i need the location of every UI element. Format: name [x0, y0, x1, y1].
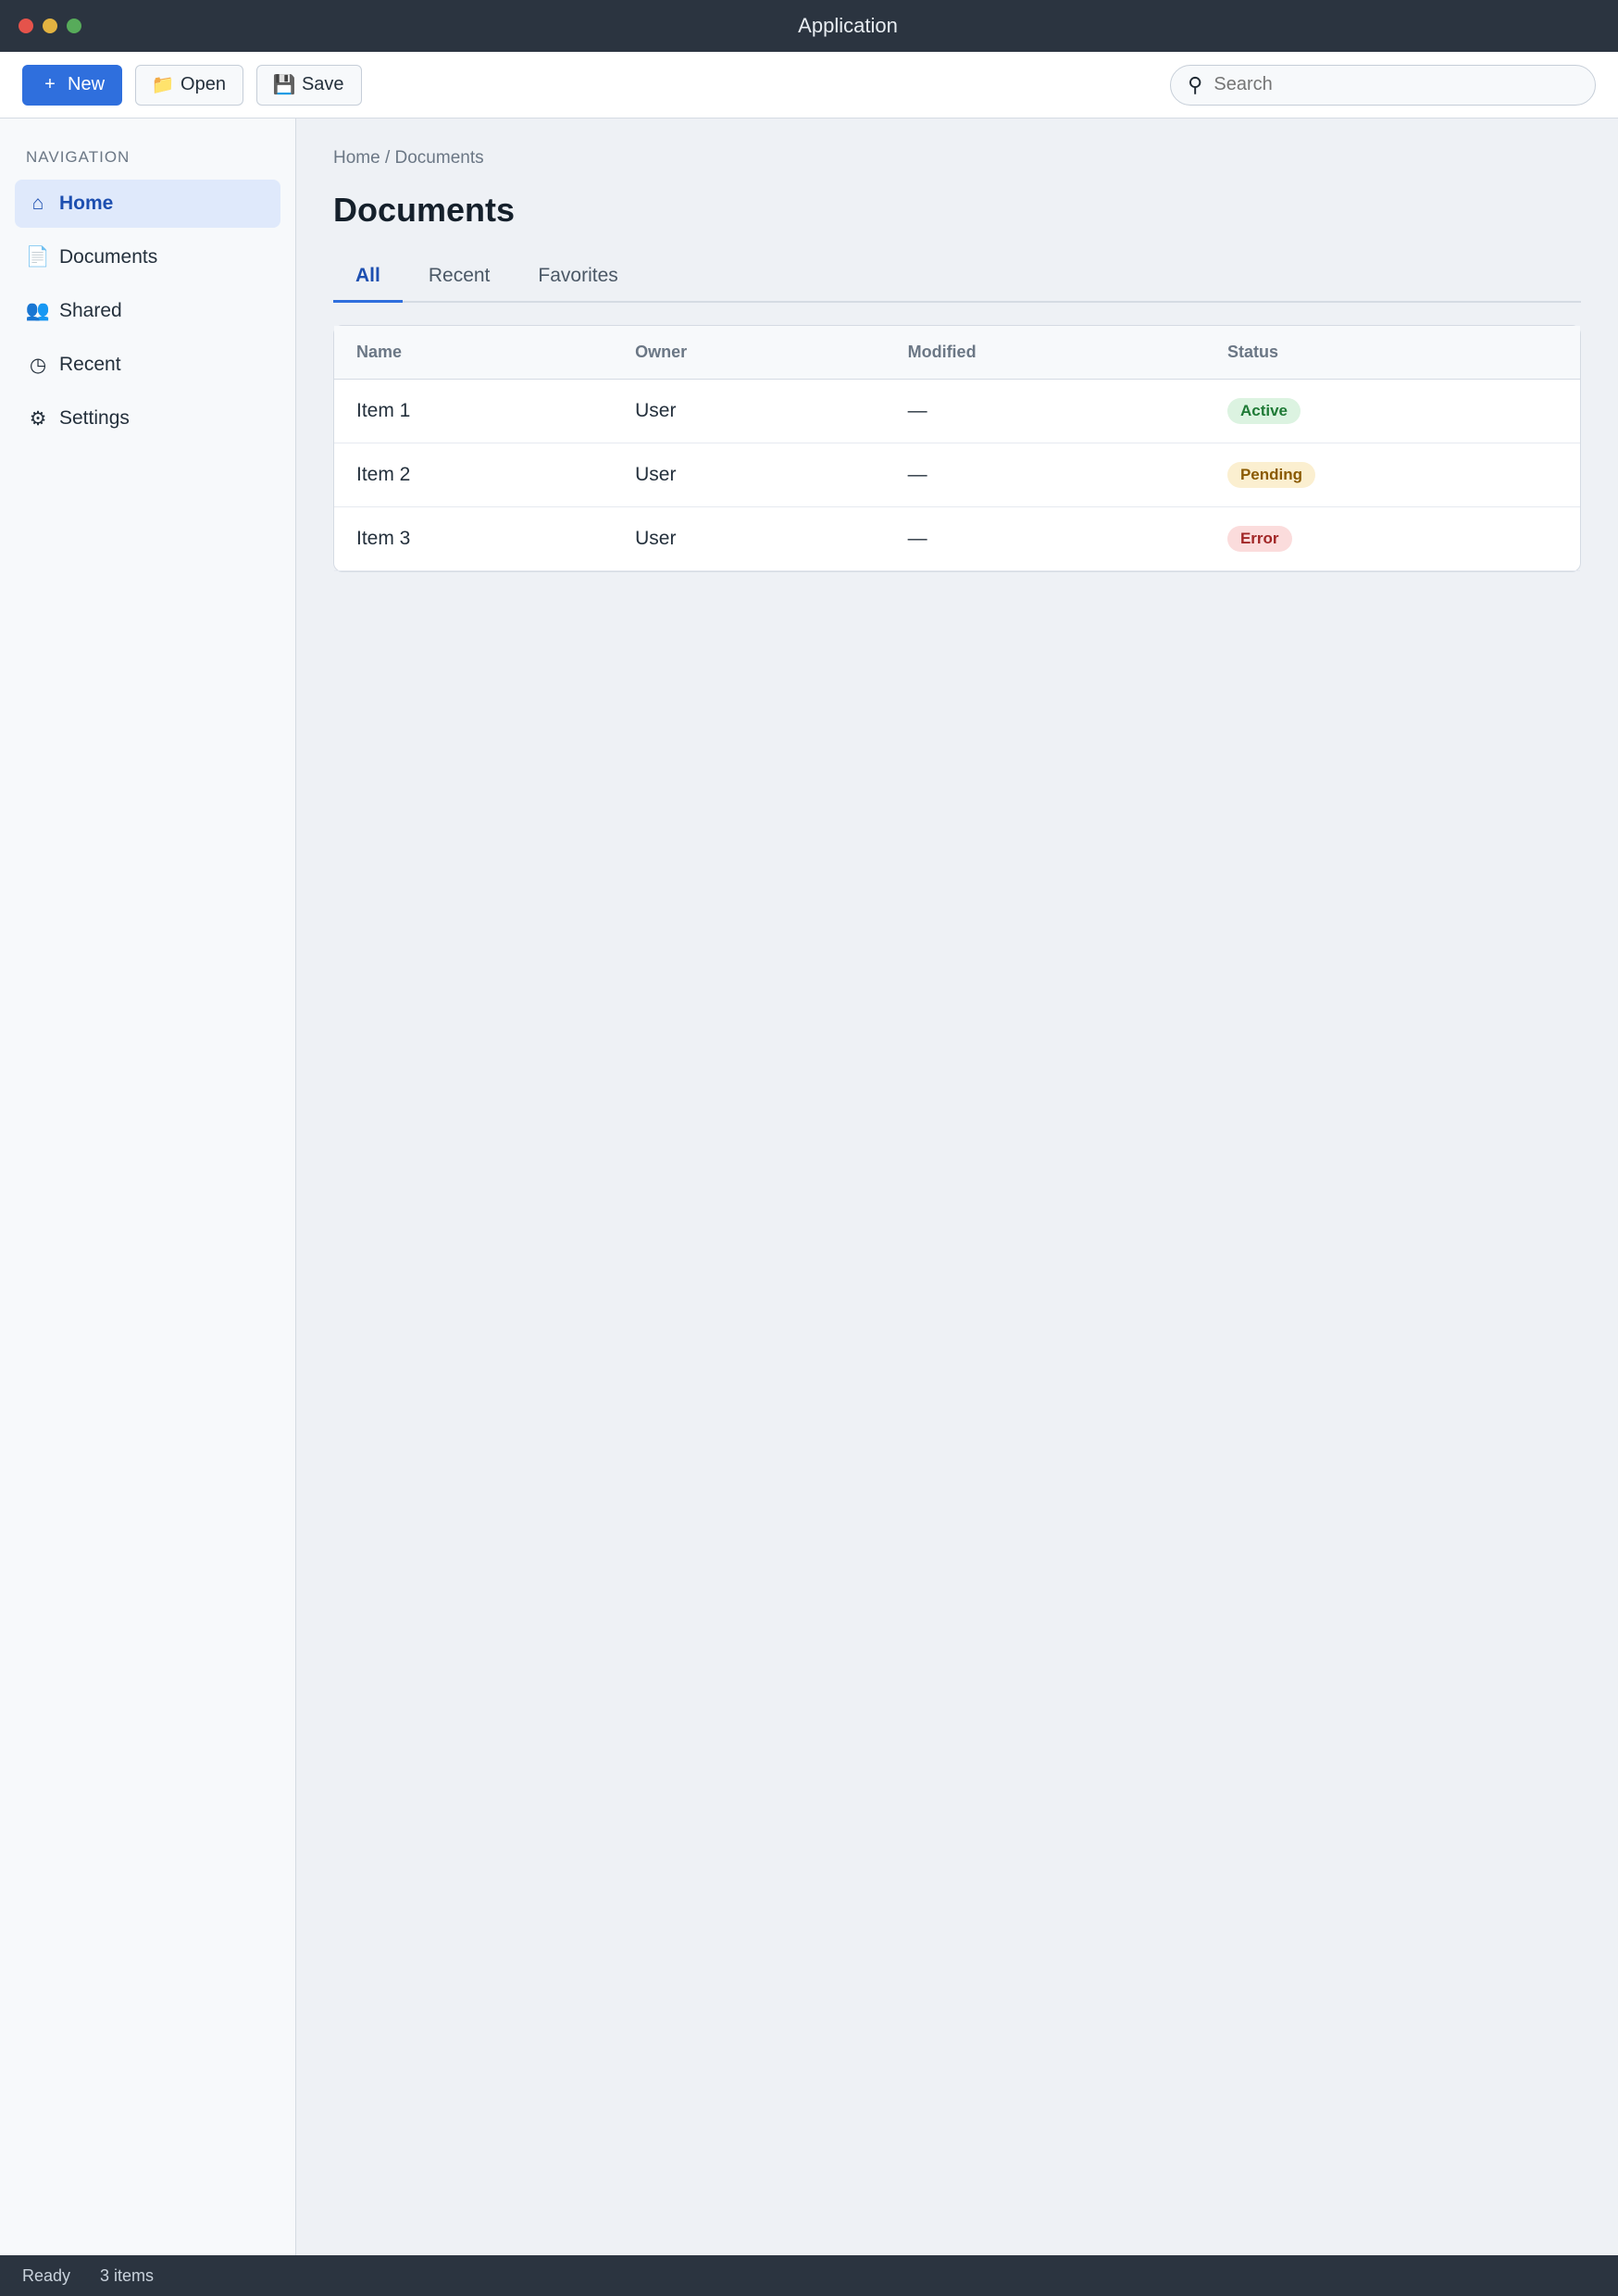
table-row[interactable]: [334, 507, 1580, 571]
status-badge: Active: [1227, 398, 1301, 424]
cell-owner: User: [613, 380, 885, 443]
maximize-window-button[interactable]: [67, 19, 81, 33]
cell-status: [1205, 507, 1580, 571]
open-button-label: Open: [180, 74, 226, 94]
title-bar: [0, 0, 1618, 52]
item-count: 3 items: [100, 2265, 155, 2285]
column-header-owner[interactable]: Owner: [613, 326, 885, 380]
save-icon: 💾: [272, 75, 296, 95]
cell-status: [1205, 380, 1580, 443]
column-header-modified[interactable]: Modified: [886, 326, 1205, 380]
gear-icon: ⚙: [29, 407, 47, 430]
sidebar-item-label: Shared: [59, 300, 122, 321]
search-input[interactable]: [1214, 74, 1580, 95]
cell-owner: User: [613, 443, 885, 507]
new-button[interactable]: [22, 65, 122, 106]
sidebar-item-label: Recent: [59, 354, 121, 375]
column-header-name[interactable]: Name: [334, 326, 613, 380]
sidebar-item-label: Settings: [59, 407, 130, 429]
sidebar-item-documents[interactable]: [15, 233, 280, 281]
minimize-window-button[interactable]: [43, 19, 57, 33]
document-icon: 📄: [25, 246, 51, 268]
save-button-label: Save: [301, 74, 344, 94]
new-button-label: New: [68, 74, 106, 94]
plus-icon: +: [44, 74, 56, 94]
clock-icon: ◷: [29, 354, 47, 376]
status-text: Ready: [22, 2265, 71, 2285]
table-header-row: [334, 326, 1580, 380]
status-badge: Pending: [1227, 462, 1315, 488]
save-button[interactable]: [256, 65, 362, 106]
cell-modified: —: [886, 507, 1205, 571]
main-panel: [296, 119, 1618, 2255]
documents-table: [334, 326, 1580, 571]
cell-status: [1205, 443, 1580, 507]
breadcrumb: Home / Documents: [333, 148, 484, 168]
close-window-button[interactable]: [19, 19, 33, 33]
cell-name: Item 3: [334, 507, 613, 571]
window-title: Application: [798, 14, 898, 37]
search-icon: ⚲: [1188, 72, 1203, 96]
page-title: Documents: [333, 191, 516, 229]
content-area: [0, 119, 1618, 2255]
toolbar: [0, 52, 1618, 119]
status-badge: Error: [1227, 526, 1292, 552]
cell-modified: —: [886, 443, 1205, 507]
table-row[interactable]: [334, 380, 1580, 443]
tab-favorites[interactable]: Favorites: [538, 265, 618, 286]
cell-name: Item 1: [334, 380, 613, 443]
cell-name: Item 2: [334, 443, 613, 507]
open-button[interactable]: [135, 65, 243, 106]
table-row[interactable]: [334, 443, 1580, 507]
sidebar-heading: NAVIGATION: [26, 148, 131, 166]
search-box: [1170, 65, 1596, 106]
sidebar-item-label: Home: [59, 193, 114, 214]
sidebar: [0, 119, 296, 2255]
documents-table-card: [333, 325, 1581, 572]
cell-modified: —: [886, 380, 1205, 443]
users-icon: 👥: [25, 300, 51, 321]
home-icon: ⌂: [31, 193, 44, 214]
tab-bar: [333, 252, 1581, 303]
sidebar-item-recent[interactable]: [15, 341, 280, 389]
window-controls: [19, 19, 81, 33]
sidebar-item-label: Documents: [59, 246, 158, 268]
cell-owner: User: [613, 507, 885, 571]
column-header-status[interactable]: Status: [1205, 326, 1580, 380]
sidebar-item-home[interactable]: [15, 180, 280, 228]
sidebar-item-shared[interactable]: [15, 287, 280, 335]
tab-recent[interactable]: Recent: [428, 265, 491, 286]
sidebar-item-settings[interactable]: [15, 394, 280, 443]
folder-icon: 📁: [151, 75, 175, 95]
status-bar: [0, 2255, 1618, 2296]
tab-all[interactable]: All: [333, 252, 403, 303]
